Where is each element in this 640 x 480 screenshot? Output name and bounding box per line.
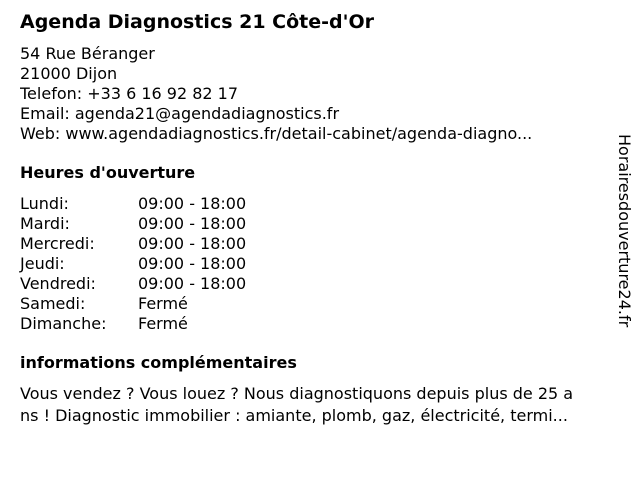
day-label: Dimanche: [20,314,107,333]
day-label: Mardi: [20,214,70,233]
phone-number: Telefon: +33 6 16 92 82 17 [20,84,239,103]
day-label: Lundi: [20,194,69,213]
day-label: Vendredi: [20,274,96,293]
email-address: Email: agenda21@agendadiagnostics.fr [20,104,340,123]
hours-row-thursday [20,254,612,274]
day-label: Mercredi: [20,234,95,253]
day-hours: 09:00 - 18:00 [138,234,247,253]
hours-row-wednesday [20,234,612,254]
day-hours: 09:00 - 18:00 [138,214,247,233]
info-description [20,383,612,427]
day-label: Samedi: [20,294,86,313]
hours-heading: Heures d'ouverture [20,163,196,182]
side-site-label: Horairesdouverture24.fr [615,134,634,328]
hours-row-friday [20,274,612,294]
day-hours: 09:00 - 18:00 [138,274,247,293]
hours-row-saturday [20,294,612,314]
info-line-2: ns ! Diagnostic immobilier : amiante, plomb, gaz, électricité, termi... [20,406,568,425]
hours-row-monday [20,194,612,214]
hours-row-tuesday [20,214,612,234]
day-hours: Fermé [138,294,188,313]
street-address: 54 Rue Béranger [20,44,155,63]
hours-table [20,194,612,334]
day-hours: 09:00 - 18:00 [138,254,247,273]
info-heading: informations complémentaires [20,353,297,372]
business-card [20,10,612,427]
business-name: Agenda Diagnostics 21 Côte-d'Or [20,11,374,33]
city-postcode: 21000 Dijon [20,64,118,83]
hours-row-sunday [20,314,612,334]
day-hours: Fermé [138,314,188,333]
info-line-1: Vous vendez ? Vous louez ? Nous diagnostiquons depuis plus de 25 a [20,384,574,403]
website-link[interactable]: Web: www.agendadiagnostics.fr/detail-cabinet/agenda-diagno... [20,124,533,143]
day-label: Jeudi: [20,254,65,273]
day-hours: 09:00 - 18:00 [138,194,247,213]
